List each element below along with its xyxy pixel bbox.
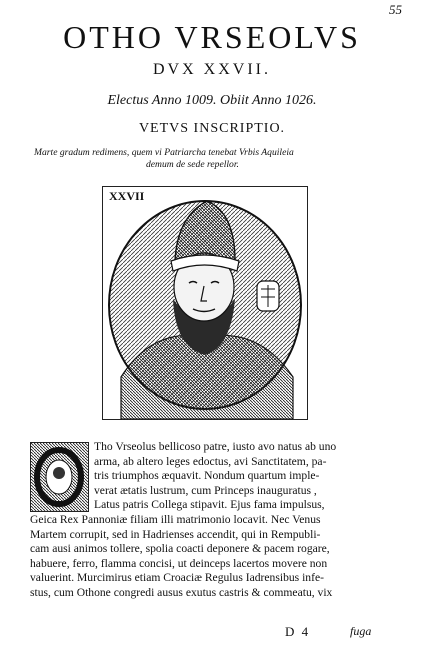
doge-number: DVX XXVII.	[153, 61, 271, 78]
body-line: cam ausi animos tollere, spolia coacti deponere & pacem rogare,	[30, 542, 330, 556]
portrait-engraving	[102, 186, 308, 420]
body-text	[30, 440, 400, 601]
inscription-line-1: Marte gradum redimens, quem vi Patriarcha tenebat Vrbis Aquileia	[34, 147, 294, 158]
inscription-heading: VETVS INSCRIPTIO.	[138, 121, 286, 136]
portrait-number: XXVII	[109, 189, 145, 203]
inscription-text	[34, 147, 374, 171]
page-number: 55	[389, 2, 402, 17]
body-line: Geica Rex Pannoniæ filiam illi matrimonio locavit. Nec Venus	[30, 512, 321, 526]
body-line: Martem corrupit, sed in Hadrienses accendit, qui in Rempubli-	[30, 527, 321, 541]
body-line: verat ætatis lustrum, cum Princeps inauguratus ,	[94, 483, 317, 497]
signature-mark: D 4	[285, 624, 311, 639]
reign-dates: Electus Anno 1009. Obiit Anno 1026.	[107, 93, 317, 108]
body-line: stus, cum Othone congredi ausus exutus castris & commeatu, vix	[30, 585, 333, 599]
body-line: tris triumphos æquavit. Nondum quartum imple-	[94, 469, 320, 483]
portrait-illustration	[103, 187, 307, 419]
catchword: fuga	[350, 624, 372, 638]
page-title: OTHO VRSEOLVS	[63, 19, 361, 55]
body-line: valuerint. Murcimirus etiam Croaciæ Regulus Iadrensibus infe-	[30, 571, 324, 585]
body-line: habuere, ferro, flamma concisi, ut deinceps lacertos movere non	[30, 556, 328, 570]
body-line: Tho Vrseolus bellicoso patre, iusto avo natus ab uno	[94, 440, 337, 453]
body-line: arma, ab altero leges edoctus, avi Sanctitatem, pa-	[94, 454, 327, 468]
inscription-line-2: demum de sede repellor.	[146, 159, 239, 170]
body-line: Latus patris Collega stipavit. Ejus fama impulsus,	[94, 498, 325, 512]
